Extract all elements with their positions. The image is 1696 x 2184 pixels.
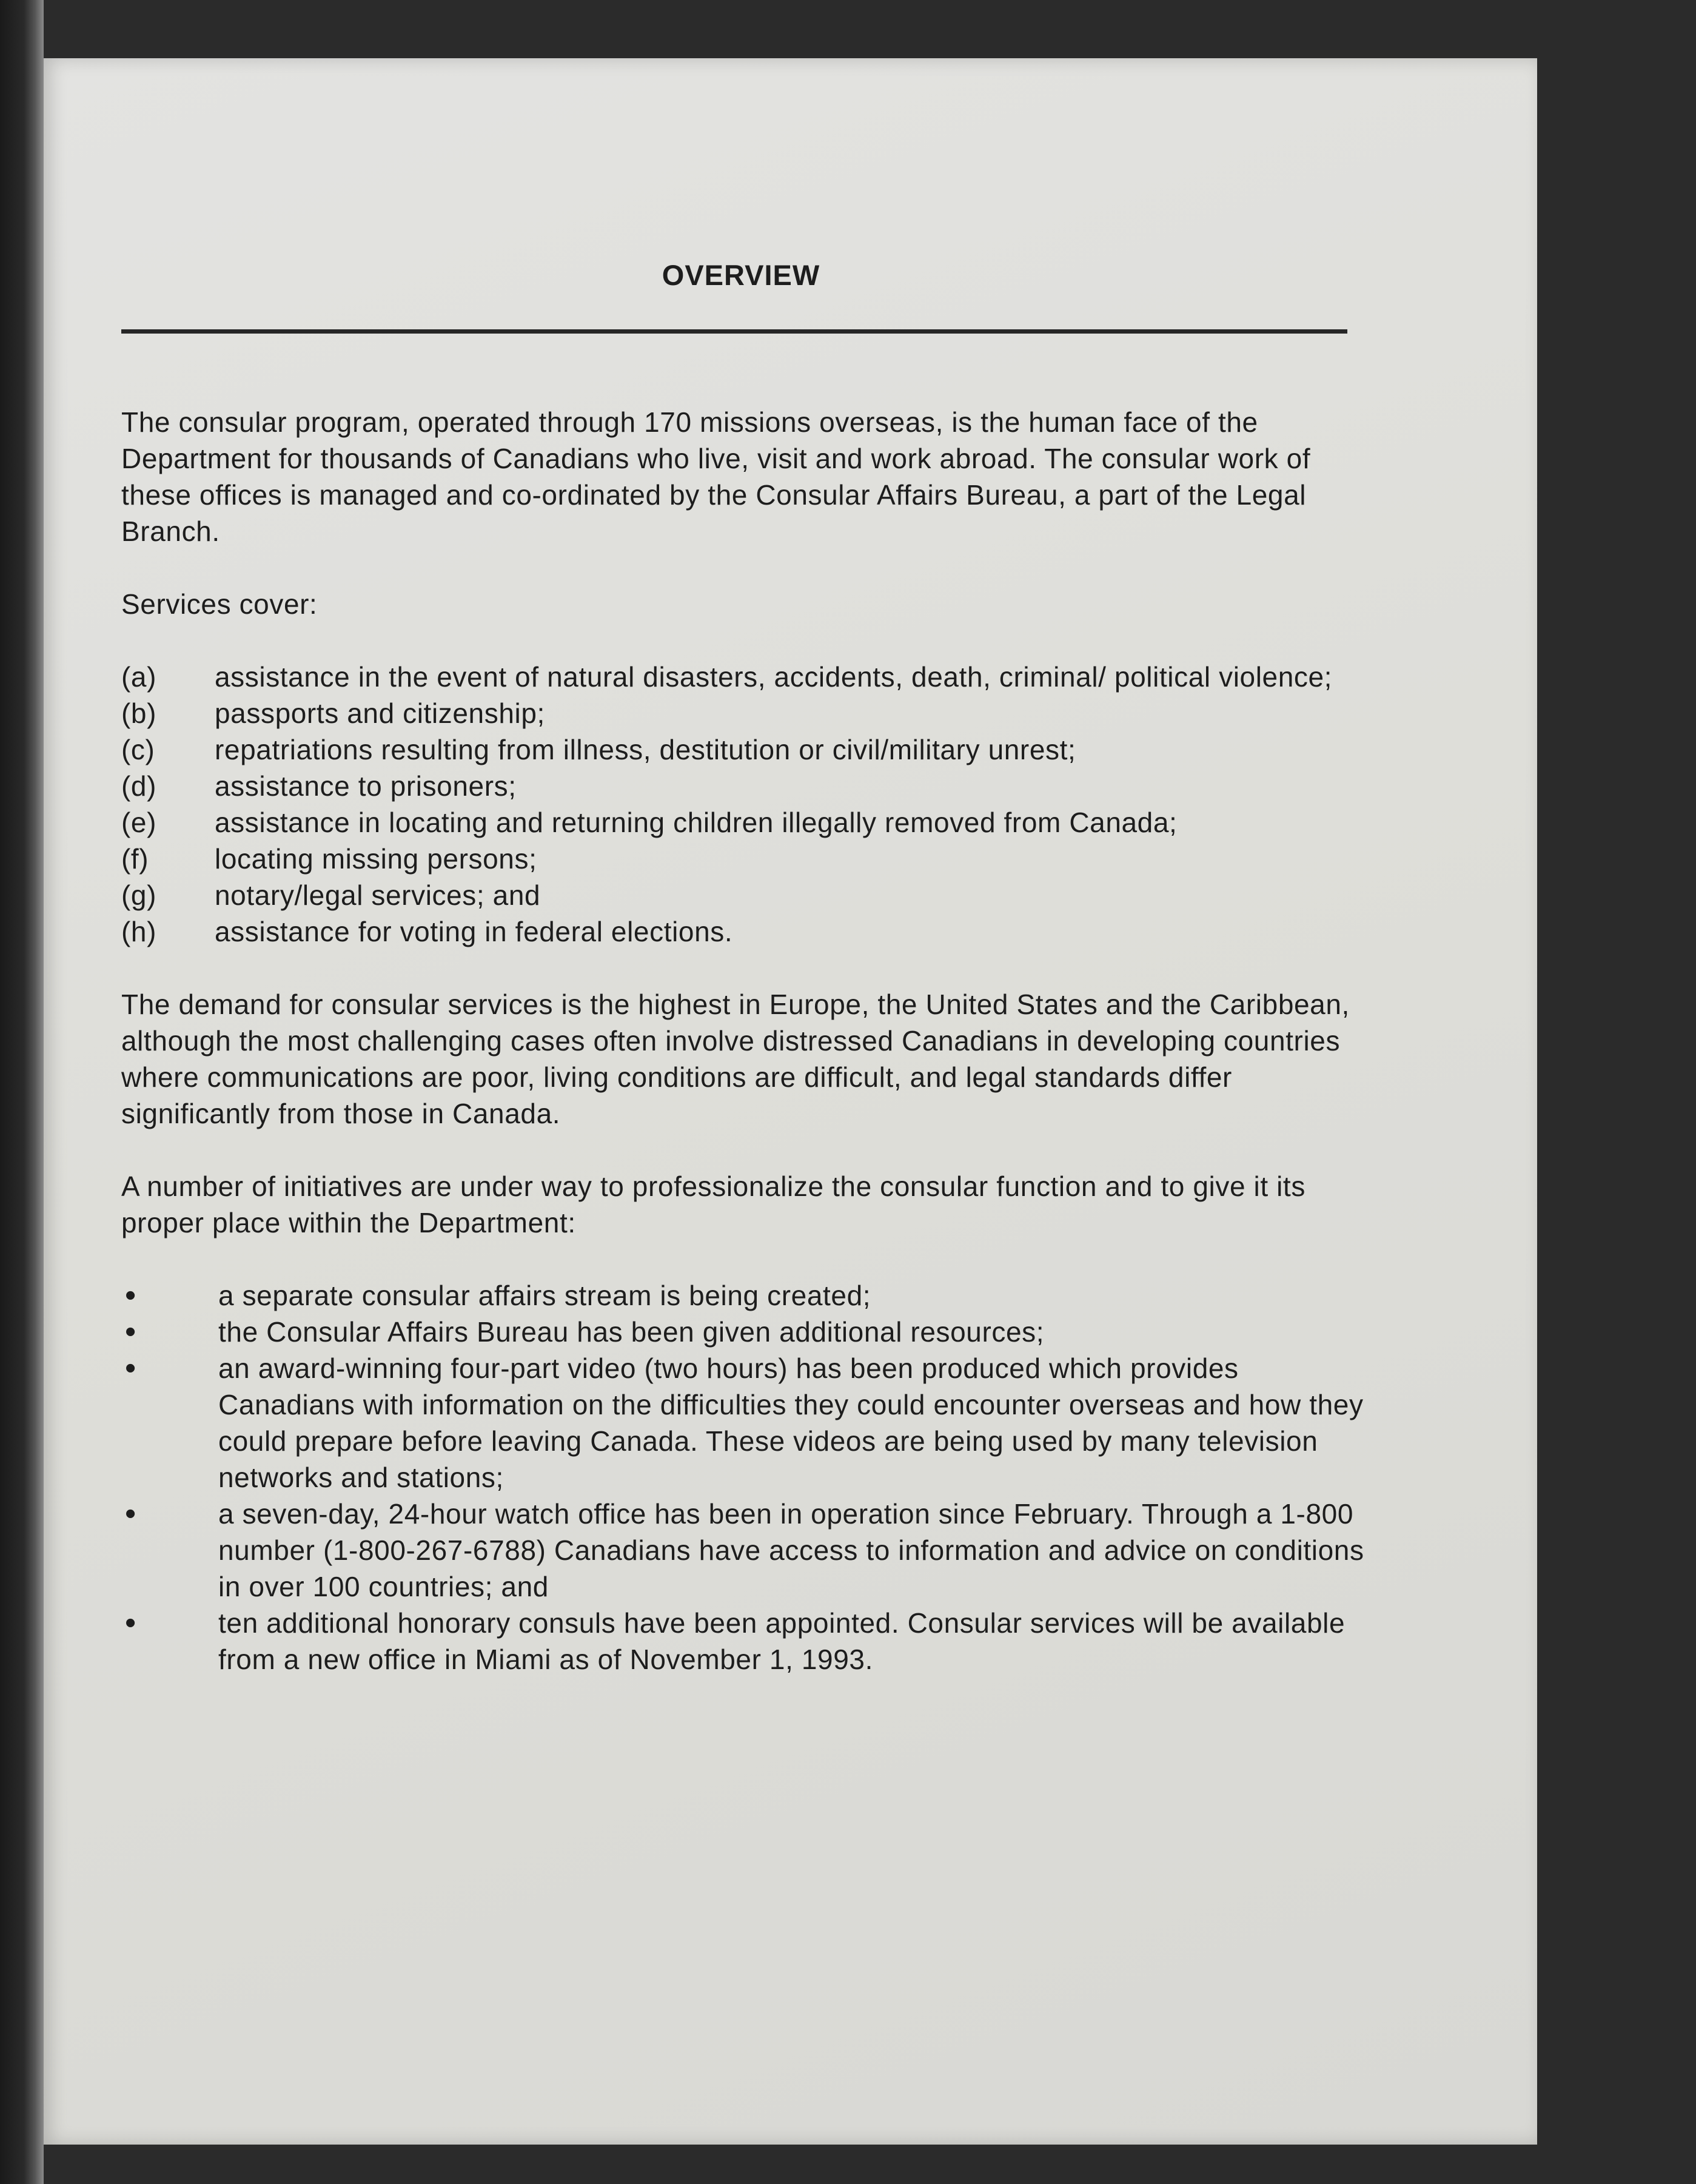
list-marker: (h) bbox=[121, 916, 157, 947]
list-marker: (g) bbox=[121, 879, 157, 911]
list-item bbox=[121, 877, 1364, 913]
list-item-text: assistance in locating and returning children illegally removed from Canada; bbox=[215, 807, 1178, 838]
list-item-text: locating missing persons; bbox=[215, 843, 537, 875]
bullet-item-text: an award-winning four-part video (two hours) has been produced which provides Canadians with information on the difficulties they could encounter overseas and how they could prepare before leaving Canada. These videos are being used by many television networks and stations; bbox=[218, 1352, 1364, 1493]
list-item bbox=[121, 804, 1364, 841]
list-marker: (e) bbox=[121, 807, 157, 838]
list-marker: (d) bbox=[121, 770, 157, 802]
initiatives-intro: A number of initiatives are under way to professionalize the consular function and to give it its proper place within the Department: bbox=[121, 1171, 1306, 1238]
page-title: OVERVIEW bbox=[662, 259, 820, 291]
bullet-item bbox=[121, 1314, 1364, 1350]
bullet-item-text: a seven-day, 24-hour watch office has been in operation since February. Through a 1-800 number (1-800-267-6788) Canadians have access to information and advice on conditions in over 100 countries; and bbox=[218, 1498, 1364, 1602]
list-item-text: assistance to prisoners; bbox=[215, 770, 517, 802]
document-body bbox=[121, 404, 1364, 1714]
initiatives-list bbox=[121, 1277, 1364, 1678]
document-page bbox=[44, 58, 1537, 2145]
scan-left-edge bbox=[0, 0, 44, 2184]
intro-paragraph: The consular program, operated through 170 missions overseas, is the human face of the Department for thousands of Canadians who live, visit and work abroad. The consular work of these offices is managed and co-ordinated by the Consular Affairs Bureau, a part of the Legal Branch. bbox=[121, 406, 1311, 547]
list-item bbox=[121, 841, 1364, 877]
list-item bbox=[121, 768, 1364, 804]
bullet-item-text: the Consular Affairs Bureau has been given additional resources; bbox=[218, 1316, 1045, 1348]
list-item-text: notary/legal services; and bbox=[215, 879, 541, 911]
list-item-text: assistance for voting in federal elections. bbox=[215, 916, 733, 947]
bullet-item-text: ten additional honorary consuls have been appointed. Consular services will be available from a new office in Miami as of November 1, 1993. bbox=[218, 1607, 1346, 1675]
services-list bbox=[121, 659, 1364, 950]
list-marker: (c) bbox=[121, 734, 155, 765]
list-item-text: assistance in the event of natural disasters, accidents, death, criminal/ political violence; bbox=[215, 661, 1333, 693]
bullet-icon: • bbox=[125, 1314, 136, 1349]
bullet-icon: • bbox=[125, 1278, 136, 1313]
demand-paragraph: The demand for consular services is the highest in Europe, the United States and the Caribbean, although the most challenging cases often involve distressed Canadians in developing countries where communications are poor, living conditions are difficult, and legal standards differ significantly from those in Canada. bbox=[121, 989, 1350, 1129]
bullet-icon: • bbox=[125, 1351, 136, 1386]
title-rule bbox=[121, 329, 1347, 334]
list-marker: (f) bbox=[121, 843, 149, 875]
list-item bbox=[121, 731, 1364, 768]
list-item bbox=[121, 659, 1364, 695]
bullet-item bbox=[121, 1496, 1364, 1605]
bullet-item-text: a separate consular affairs stream is being created; bbox=[218, 1280, 871, 1311]
list-item-text: repatriations resulting from illness, destitution or civil/military unrest; bbox=[215, 734, 1076, 765]
bullet-item bbox=[121, 1605, 1364, 1678]
bullet-icon: • bbox=[125, 1496, 136, 1531]
bullet-item bbox=[121, 1350, 1364, 1496]
list-item bbox=[121, 913, 1364, 950]
list-item bbox=[121, 695, 1364, 731]
bullet-item bbox=[121, 1277, 1364, 1314]
list-marker: (b) bbox=[121, 697, 157, 729]
list-marker: (a) bbox=[121, 661, 157, 693]
bullet-icon: • bbox=[125, 1605, 136, 1641]
list-item-text: passports and citizenship; bbox=[215, 697, 545, 729]
services-intro: Services cover: bbox=[121, 588, 318, 620]
